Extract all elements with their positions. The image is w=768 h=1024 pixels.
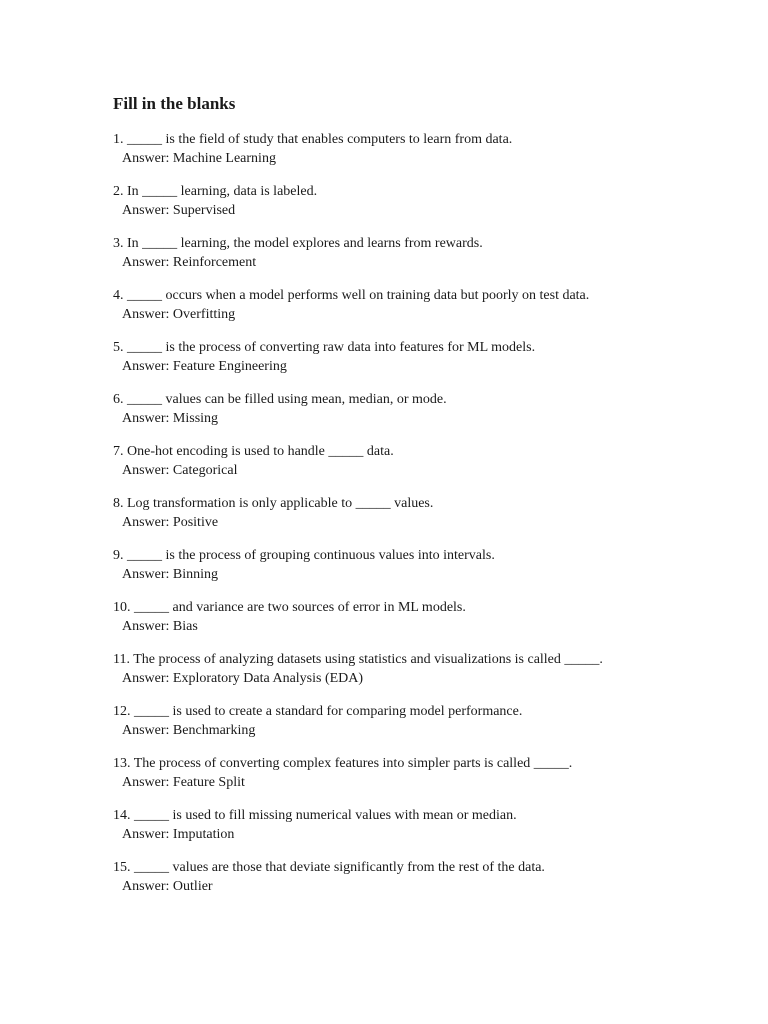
answer-text: Answer: Reinforcement <box>122 255 257 270</box>
question-item-9 <box>113 546 733 584</box>
answer-text: Answer: Positive <box>122 515 219 530</box>
question-text: 12. _____ is used to create a standard for comparing model performance. <box>113 704 523 719</box>
question-text: 7. One-hot encoding is used to handle _____ data. <box>113 444 394 459</box>
question-item-2 <box>113 182 733 220</box>
answer-text: Answer: Supervised <box>122 203 236 218</box>
answer-text: Answer: Binning <box>122 567 219 582</box>
document-page <box>113 92 733 910</box>
question-text: 14. _____ is used to fill missing numerical values with mean or median. <box>113 808 517 823</box>
question-text: 4. _____ occurs when a model performs well on training data but poorly on test data. <box>113 288 590 303</box>
page-title: Fill in the blanks <box>113 94 236 113</box>
answer-text: Answer: Overfitting <box>122 307 236 322</box>
question-item-12 <box>113 702 733 740</box>
question-text: 15. _____ values are those that deviate significantly from the rest of the data. <box>113 860 545 875</box>
question-item-13 <box>113 754 733 792</box>
question-item-7 <box>113 442 733 480</box>
question-text: 9. _____ is the process of grouping continuous values into intervals. <box>113 548 495 563</box>
answer-text: Answer: Feature Split <box>122 775 245 790</box>
answer-text: Answer: Feature Engineering <box>122 359 287 374</box>
question-text: 2. In _____ learning, data is labeled. <box>113 184 318 199</box>
question-text: 1. _____ is the field of study that enables computers to learn from data. <box>113 132 513 147</box>
question-item-8 <box>113 494 733 532</box>
question-item-14 <box>113 806 733 844</box>
answer-text: Answer: Categorical <box>122 463 238 478</box>
question-item-3 <box>113 234 733 272</box>
question-item-4 <box>113 286 733 324</box>
answer-text: Answer: Machine Learning <box>122 151 276 166</box>
answer-text: Answer: Outlier <box>122 879 213 894</box>
question-item-5 <box>113 338 733 376</box>
answer-text: Answer: Benchmarking <box>122 723 256 738</box>
question-text: 6. _____ values can be filled using mean, median, or mode. <box>113 392 447 407</box>
answer-text: Answer: Missing <box>122 411 219 426</box>
question-text: 10. _____ and variance are two sources of error in ML models. <box>113 600 466 615</box>
question-text: 8. Log transformation is only applicable to _____ values. <box>113 496 434 511</box>
answer-text: Answer: Exploratory Data Analysis (EDA) <box>122 671 364 686</box>
question-item-1 <box>113 130 733 168</box>
question-text: 3. In _____ learning, the model explores and learns from rewards. <box>113 236 483 251</box>
question-item-11 <box>113 650 733 688</box>
question-item-6 <box>113 390 733 428</box>
answer-text: Answer: Imputation <box>122 827 235 842</box>
question-item-15 <box>113 858 733 896</box>
answer-text: Answer: Bias <box>122 619 198 634</box>
question-text: 13. The process of converting complex features into simpler parts is called _____. <box>113 756 573 771</box>
question-text: 5. _____ is the process of converting raw data into features for ML models. <box>113 340 536 355</box>
question-text: 11. The process of analyzing datasets using statistics and visualizations is called _____. <box>113 652 603 667</box>
question-item-10 <box>113 598 733 636</box>
